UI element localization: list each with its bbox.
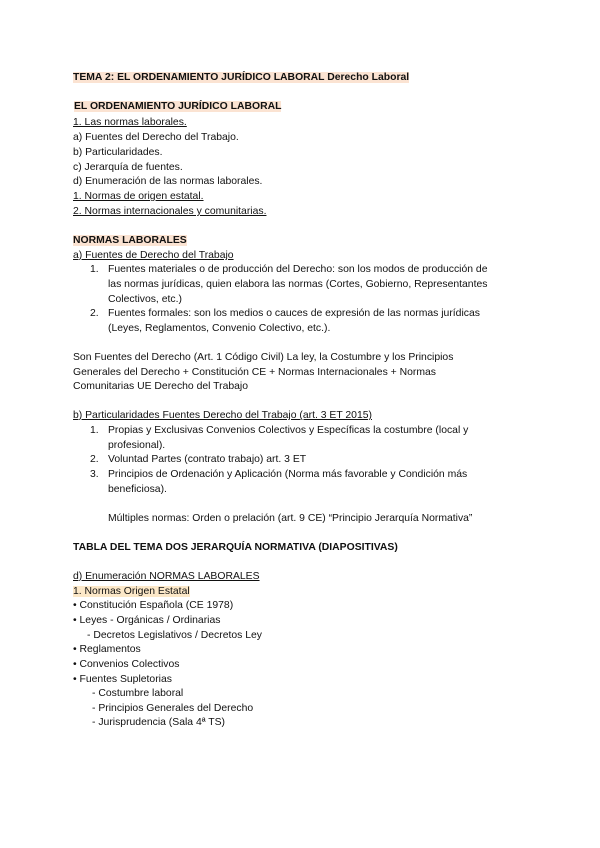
subsection-heading: 1. Normas Origen Estatal [73, 586, 190, 597]
index-item: c) Jerarquía de fuentes. [73, 162, 183, 173]
list-number: 1. [90, 264, 99, 275]
subsection-heading: d) Enumeración NORMAS LABORALES [73, 571, 260, 582]
list-item: • Leyes - Orgánicas / Ordinarias [73, 615, 221, 626]
paragraph-line: Generales del Derecho + Constitución CE + Normas Internacionales + Normas [73, 367, 436, 378]
list-item: - Jurisprudencia (Sala 4ª TS) [92, 717, 226, 728]
list-item-text: Propias y Exclusivas Convenios Colectivos y Específicas la costumbre (local y [108, 425, 469, 436]
list-item: • Constitución Española (CE 1978) [73, 600, 234, 611]
index-item: a) Fuentes del Derecho del Trabajo. [73, 132, 239, 143]
section-heading: TABLA DEL TEMA DOS JERARQUÍA NORMATIVA (DIAPOSITIVAS) [73, 542, 398, 553]
list-item-text: (Leyes, Reglamentos, Convenio Colectivo, etc.). [108, 323, 331, 334]
list-item-text: Principios de Ordenación y Aplicación (Norma más favorable y Condición más [108, 469, 468, 480]
index-item: b) Particularidades. [73, 147, 163, 158]
list-item: - Principios Generales del Derecho [92, 703, 254, 714]
list-number: 3. [90, 469, 99, 480]
index-item: 1. Normas de origen estatal. [73, 191, 204, 202]
list-item: - Decretos Legislativos / Decretos Ley [87, 630, 262, 641]
index-item: 2. Normas internacionales y comunitarias. [73, 206, 267, 217]
list-number: 2. [90, 454, 99, 465]
paragraph-line: Son Fuentes del Derecho (Art. 1 Código Civil) La ley, la Costumbre y los Principios [73, 352, 454, 363]
list-number: 1. [90, 425, 99, 436]
list-item: • Convenios Colectivos [73, 659, 180, 670]
list-item: - Costumbre laboral [92, 688, 184, 699]
list-item-text: Fuentes formales: son los medios o cauces de expresión de las normas jurídicas [108, 308, 480, 319]
list-item: • Fuentes Supletorias [73, 674, 172, 685]
paragraph-line: Múltiples normas: Orden o prelación (art. 9 CE) “Principio Jerarquía Normativa” [108, 513, 473, 524]
list-item-text: profesional). [108, 440, 166, 451]
list-number: 2. [90, 308, 99, 319]
page-title: TEMA 2: EL ORDENAMIENTO JURÍDICO LABORAL Derecho Laboral [73, 72, 410, 83]
list-item-text: Colectivos, etc.) [108, 294, 182, 305]
index-heading: EL ORDENAMIENTO JURÍDICO LABORAL [74, 101, 282, 112]
list-item-text: Fuentes materiales o de producción del Derecho: son los modos de producción de [108, 264, 488, 275]
index-item: d) Enumeración de las normas laborales. [73, 176, 263, 187]
subsection-heading: a) Fuentes de Derecho del Trabajo [73, 250, 234, 261]
paragraph-line: Comunitarias UE Derecho del Trabajo [73, 381, 248, 392]
list-item-text: las normas jurídicas, quien elabora las normas (Cortes, Gobierno, Representantes [108, 279, 488, 290]
subsection-heading: b) Particularidades Fuentes Derecho del Trabajo (art. 3 ET 2015) [73, 410, 372, 421]
section-heading: NORMAS LABORALES [73, 235, 187, 246]
list-item-text: beneficiosa). [108, 484, 167, 495]
index-item: 1. Las normas laborales. [73, 117, 187, 128]
list-item-text: Voluntad Partes (contrato trabajo) art. 3 ET [108, 454, 307, 465]
list-item: • Reglamentos [73, 644, 141, 655]
